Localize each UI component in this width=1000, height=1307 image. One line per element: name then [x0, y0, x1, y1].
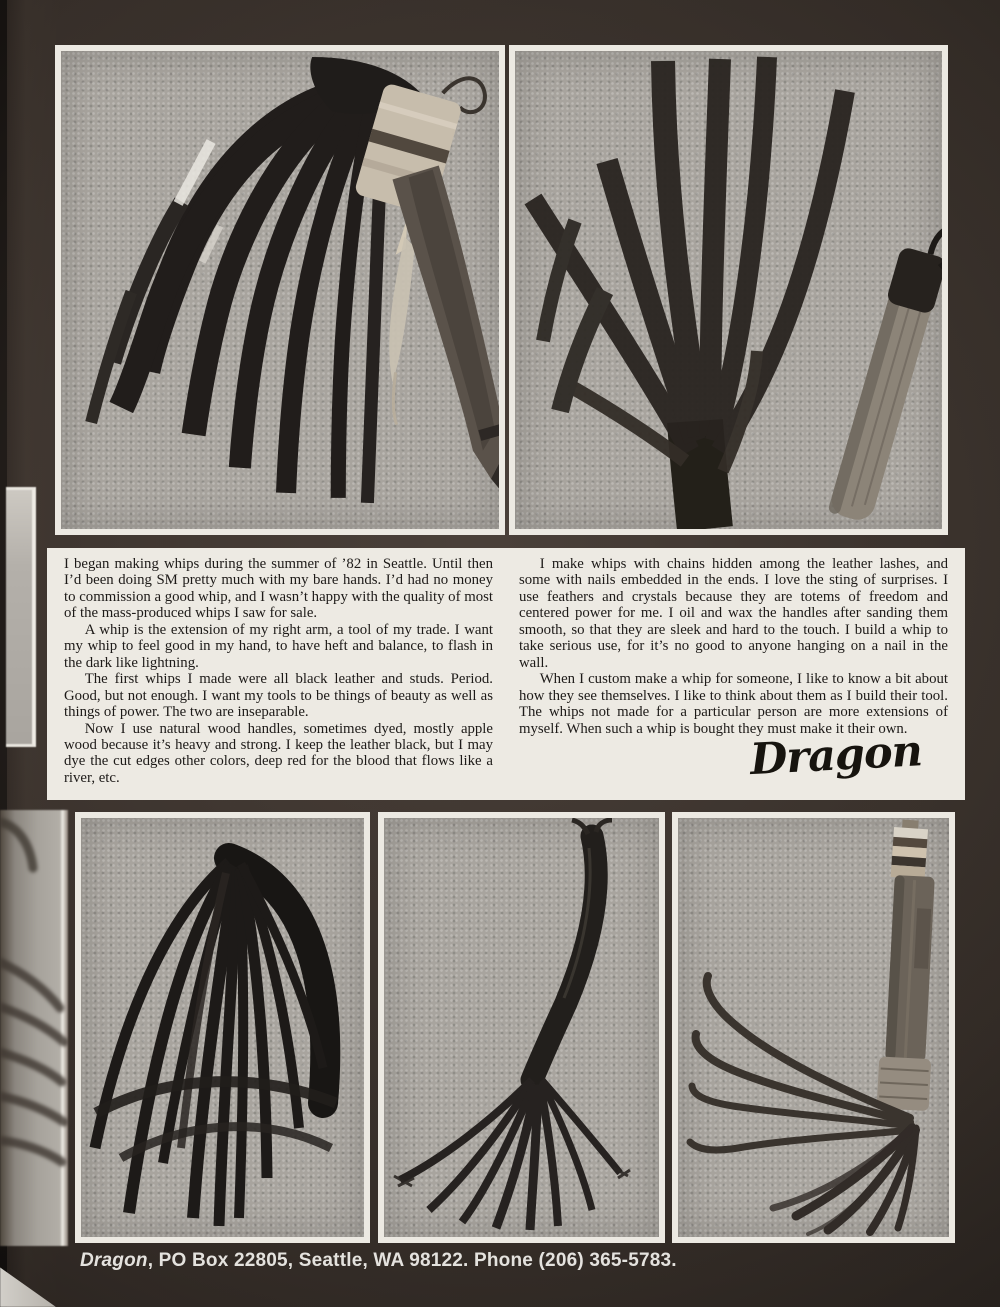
- caption-contact-info: , PO Box 22805, Seattle, WA 98122. Phone (206) 365-5783.: [147, 1250, 677, 1271]
- author-signature: Dragon: [748, 726, 924, 786]
- flogger-illustration: [678, 818, 949, 1237]
- paragraph: When I custom make a whip for someone, I like to know a bit about how they see themselves. I like to think about them as I build their tool. The whips not made for a particular person are more extensions of myself. When such a whip is bought they must make it their own.: [519, 671, 948, 737]
- whip-illustration: [384, 818, 659, 1237]
- contact-caption: [80, 1250, 940, 1272]
- flogger-illustration: [61, 51, 499, 529]
- flogger-illustration: [515, 51, 942, 529]
- photo-flogger-taped-handle: [55, 45, 505, 535]
- photo-flogger-curved-handle: [75, 812, 370, 1243]
- adjacent-page-edge-artifact: [6, 487, 36, 747]
- article-column-left: [64, 556, 493, 794]
- paragraph: The first whips I made were all black leather and studs. Period. Good, but not enough. I want my tools to be things of beauty as well as things of power. The two are inseparable.: [64, 671, 493, 721]
- paragraph: A whip is the extension of my right arm, a tool of my trade. I want my whip to feel good in my hand, to have heft and balance, to flash in the dark like lightning.: [64, 621, 493, 671]
- photo-flogger-banded-pommel: [672, 812, 955, 1243]
- photo-fanned-lashes-wood-handle: [509, 45, 948, 535]
- paragraph: Now I use natural wood handles, sometimes dyed, mostly apple wood because it’s heavy and strong. I keep the leather black, but I may dye the cut edges other colors, deep red for the blood that flows like a river, etc.: [64, 720, 493, 786]
- blurred-lash-shapes: [0, 810, 68, 1246]
- paragraph: I began making whips during the summer of ’82 in Seattle. Until then I’d been doing SM pretty much with my bare hands. I’d had no money to commission a good whip, and I wasn’t happy with the quality of most of the mass-produced whips I saw for sale.: [64, 556, 493, 622]
- article-column-right: [519, 556, 948, 794]
- flogger-illustration: [81, 818, 364, 1237]
- corner-scan-artifact: [0, 1262, 56, 1307]
- photo-braided-whip: [378, 812, 665, 1243]
- caption-author-name: Dragon: [80, 1250, 148, 1271]
- paragraph: I make whips with chains hidden among the leather lashes, and some with nails embedded in the ends. I love the sting of surprises. I use feathers and crystals because they are totems of freedom and centered power for me. I oil and wax the handles after sanding them smooth, so that they are sleek and hard to the touch. I build a whip to take serious use, for it’s no good to anyone hanging on a nail in the wall.: [519, 556, 948, 671]
- article-text-panel: [47, 548, 965, 800]
- adjacent-page-photo-bleed: [0, 810, 68, 1246]
